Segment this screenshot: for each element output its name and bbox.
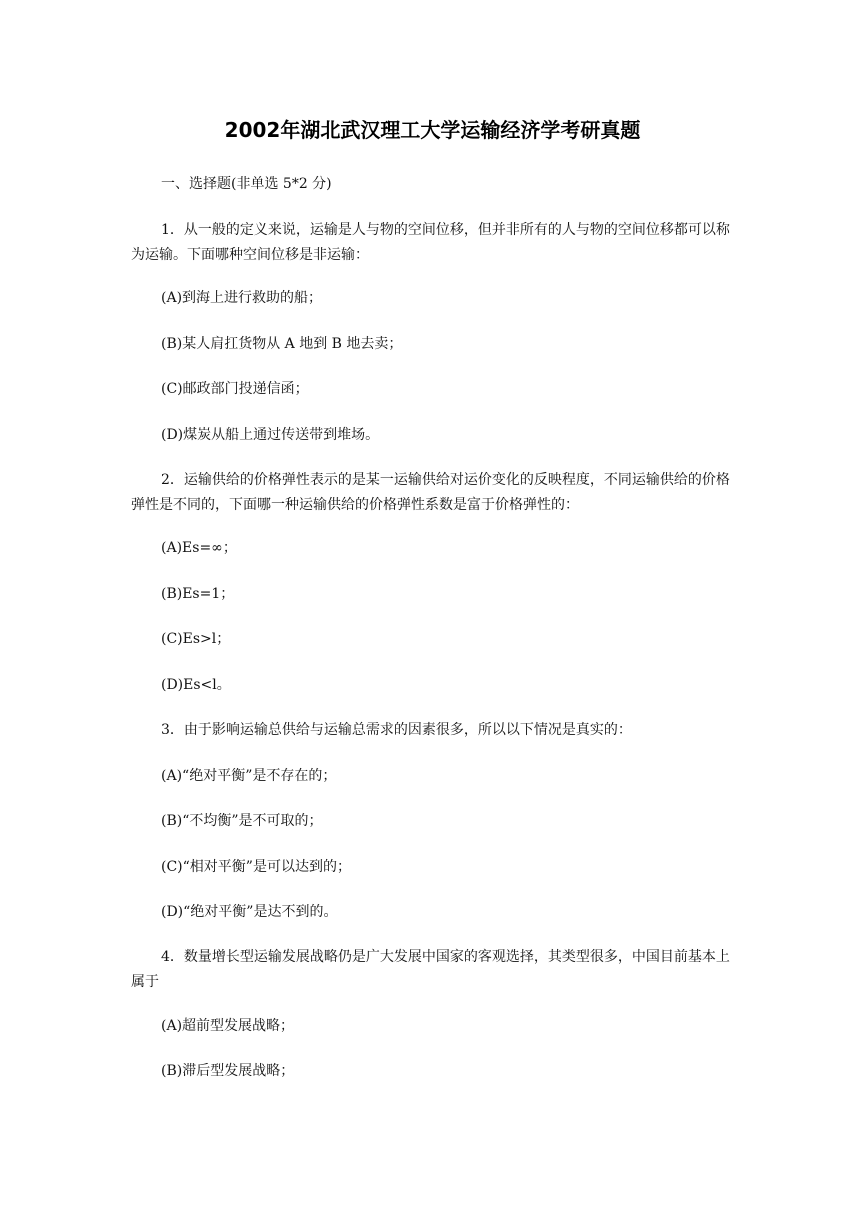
- question-3-option-a: (A)“绝对平衡”是不存在的；: [161, 768, 337, 784]
- question-2-option-d: (D)Es<l。: [161, 677, 231, 693]
- question-2-option-c: (C)Es>l；: [161, 631, 231, 647]
- section-heading: 一、选择题(非单选 5*2 分): [161, 176, 332, 192]
- question-4-option-a: (A)超前型发展战略；: [161, 1018, 295, 1034]
- question-3-option-b: (B)“不均衡”是不可取的；: [161, 813, 323, 829]
- question-3-option-d: (D)“绝对平衡”是达不到的。: [161, 904, 338, 920]
- question-3-option-c: (C)“相对平衡”是可以达到的；: [161, 859, 351, 875]
- question-1-option-c: (C)邮政部门投递信函；: [161, 381, 309, 397]
- question-1-option-a: (A)到海上进行救助的船；: [161, 290, 323, 306]
- question-2-option-b: (B)Es=1；: [161, 586, 235, 602]
- question-2-option-a: (A)Es=∞；: [161, 540, 237, 556]
- question-3-stem: 3．由于影响运输总供给与运输总需求的因素很多，所以以下情况是真实的：: [161, 722, 632, 738]
- question-1-stem: 1．从一般的定义来说，运输是人与物的空间位移，但并非所有的人与物的空间位移都可以称为运输。下面哪种空间位移是非运输：: [131, 222, 730, 263]
- question-4-stem: 4．数量增长型运输发展战略仍是广大发展中国家的客观选择，其类型很多，中国目前基本上属于: [131, 949, 730, 990]
- question-1-option-b: (B)某人肩扛货物从 A 地到 B 地去卖；: [161, 336, 403, 352]
- question-4-option-b: (B)滞后型发展战略；: [161, 1063, 295, 1079]
- question-1-option-d: (D)煤炭从船上通过传送带到堆场。: [161, 427, 380, 443]
- document-title: 2002年湖北武汉理工大学运输经济学考研真题: [224, 118, 641, 142]
- question-2-stem: 2．运输供给的价格弹性表示的是某一运输供给对运价变化的反映程度，不同运输供给的价格弹性是不同的，下面哪一种运输供给的价格弹性系数是富于价格弹性的：: [131, 472, 730, 513]
